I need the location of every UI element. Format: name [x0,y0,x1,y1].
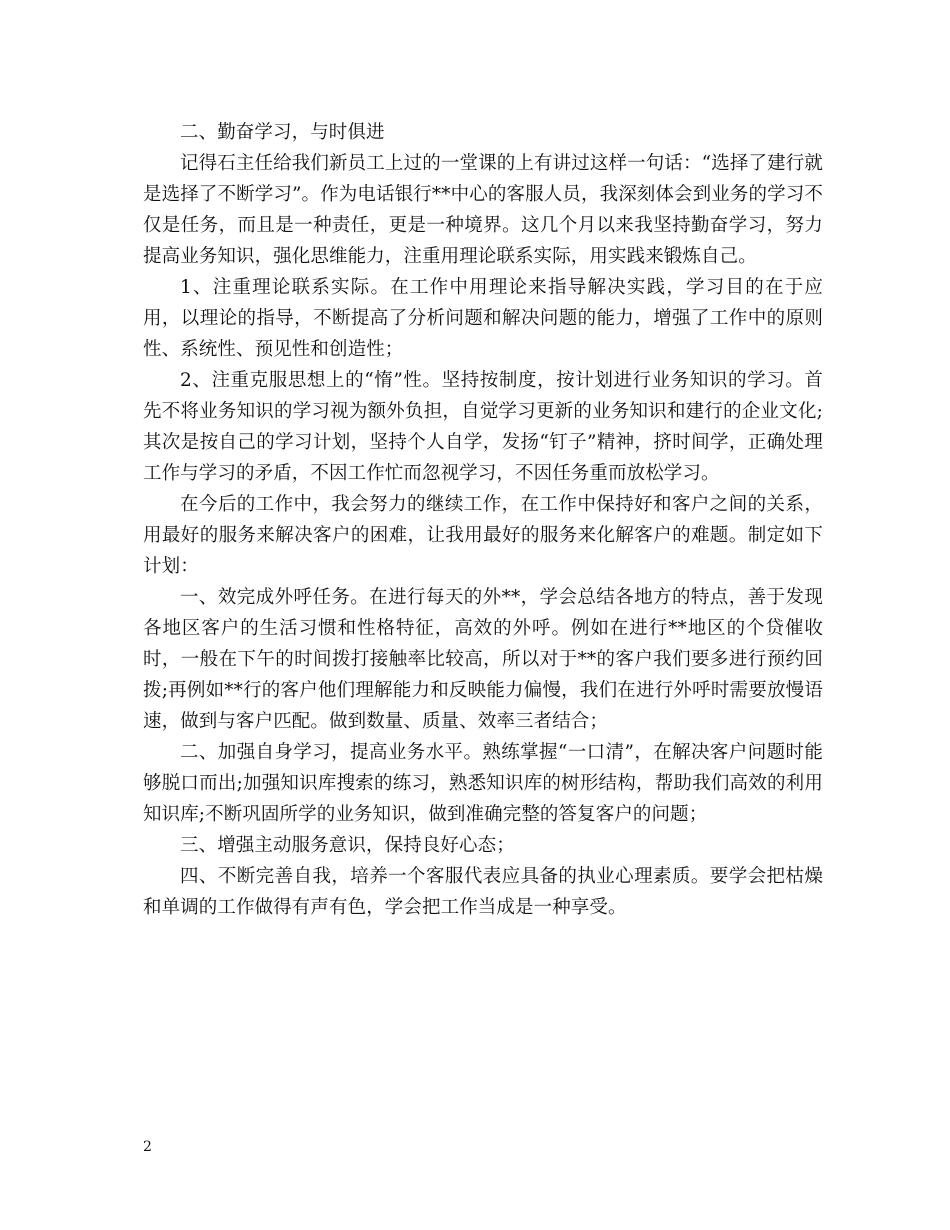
body-paragraph: 在今后的工作中，我会努力的继续工作，在工作中保持好和客户之间的关系，用最好的服务来解决客户的困难，让我用最好的服务来化解客户的难题。制定如下计划： [143,494,823,577]
plan-item-paragraph: 一、效完成外呼任务。在进行每天的外**，学会总结各地方的特点，善于发现各地区客户的生活习惯和性格特征，高效的外呼。例如在进行**地区的个贷催收时，一般在下午的时间拨打接触率比较高，所以对于**的客户我们要多进行预约回拨;再例如**行的客户他们理解能力和反映能力偏慢，我们在进行外呼时需要放慢语速，做到与客户匹配。做到数量、质量、效率三者结合； [143,587,823,732]
list-item-paragraph: 1、注重理论联系实际。在工作中用理论来指导解决实践，学习目的在于应用，以理论的指导，不断提高了分析问题和解决问题的能力，增强了工作中的原则性、系统性、预见性和创造性； [143,277,823,360]
document-body [143,117,823,923]
body-paragraph: 记得石主任给我们新员工上过的一堂课的上有讲过这样一句话：“选择了建行就是选择了不断学习”。作为电话银行**中心的客服人员，我深刻体会到业务的学习不仅是任务，而且是一种责任，更是一种境界。这几个月以来我坚持勤奋学习，努力提高业务知识，强化思维能力，注重用理论联系实际，用实践来锻炼自己。 [143,153,823,267]
plan-item-paragraph: 四、不断完善自我，培养一个客服代表应具备的执业心理素质。要学会把枯燥和单调的工作做得有声有色，学会把工作当成是一种享受。 [143,866,823,918]
plan-item-paragraph: 三、增强主动服务意识，保持良好心态； [180,835,515,856]
page-number: 2 [143,1139,152,1155]
plan-item-paragraph: 二、加强自身学习，提高业务水平。熟练掌握“一口清”，在解决客户问题时能够脱口而出;加强知识库搜索的练习，熟悉知识库的树形结构，帮助我们高效的利用知识库;不断巩固所学的业务知识，做到准确完整的答复客户的问题； [143,742,823,825]
section-heading: 二、勤奋学习，与时俱进 [180,122,385,143]
list-item-paragraph: 2、注重克服思想上的“惰”性。坚持按制度，按计划进行业务知识的学习。首先不将业务知识的学习视为额外负担，自觉学习更新的业务知识和建行的企业文化;其次是按自己的学习计划，坚持个人自学，发扬“钉子”精神，挤时间学，正确处理工作与学习的矛盾，不因工作忙而忽视学习，不因任务重而放松学习。 [143,370,823,484]
